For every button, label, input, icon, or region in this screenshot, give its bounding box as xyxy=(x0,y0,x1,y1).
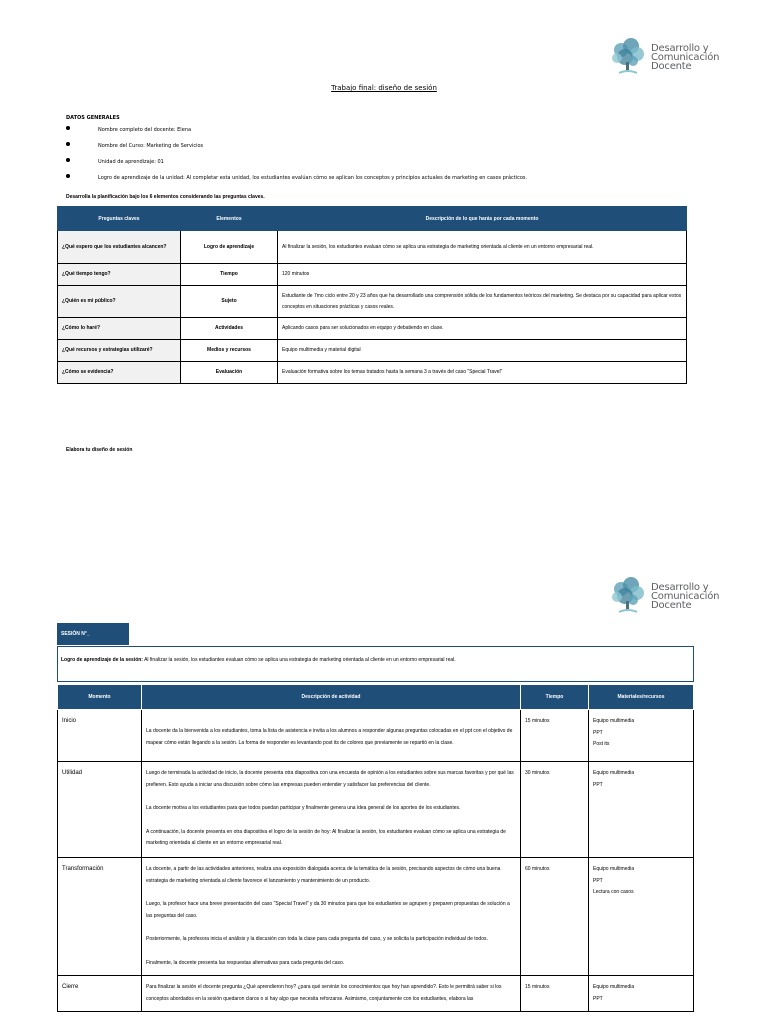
table-row xyxy=(58,362,687,384)
logo-line-1: Desarrollo y xyxy=(651,42,709,54)
key-question: ¿Qué recursos y estrategias utilizaré? xyxy=(58,340,181,362)
moment-name: Transformación xyxy=(58,858,142,976)
moment-name: Inicio xyxy=(58,710,142,762)
tree-logo-icon xyxy=(607,36,649,78)
general-data-heading: DATOS GENERALES xyxy=(66,115,120,121)
goal-text: Al finalizar la sesión, los estudiantes evaluan cómo se aplica una estrategia de marketing orientada al cliente en un entorno empresarial real. xyxy=(142,657,456,663)
column-header: Descripción de lo que harás por cada momento xyxy=(278,207,687,231)
table-row xyxy=(58,710,694,762)
element-name: Logro de aprendizaje xyxy=(181,231,278,264)
table-row xyxy=(58,762,694,858)
element-description: 120 minutos xyxy=(278,264,687,286)
activity-description: La docente, a partir de las actividades anteriores, realiza una exposición dialogada acerca de la temática de la sesión, precisando aspectos de cómo una buena estrategia de marketing orientada al cliente favorece el lanzamiento y mantenimiento de un producto. Luego, la profesor hace una breve presentación del caso "Special Travel" y da 30 minutos para que los estudiantes se agrupen y preparen propuestas de solución a las preguntas del caso. Posteriormente, la profesora inicia el análisis y la discusión con toda la clase para cada pregunta del caso, y se solicita la participación individual de todos. Finalmente, la docente presenta las respuestas alternativas para cada pregunta del caso. xyxy=(142,858,521,976)
element-name: Evaluación xyxy=(181,362,278,384)
element-description: Al finalizar la sesión, los estudiantes evaluan cómo se aplica una estrategia de marketing orientada al cliente en un entorno empresarial real. xyxy=(278,231,687,264)
section-heading: Elabora tu diseño de sesión xyxy=(66,447,133,453)
activity-time: 60 minutos xyxy=(521,858,589,976)
table-row xyxy=(58,318,687,340)
key-question: ¿Qué espero que los estudiantes alcancen? xyxy=(58,231,181,264)
element-name: Tiempo xyxy=(181,264,278,286)
key-question: ¿Quién es mi público? xyxy=(58,286,181,318)
key-question: ¿Cómo lo haré? xyxy=(58,318,181,340)
bullet-icon xyxy=(66,142,70,146)
logo-line-1: Desarrollo y xyxy=(651,581,709,593)
key-question: ¿Qué tiempo tengo? xyxy=(58,264,181,286)
session-table xyxy=(57,684,694,1012)
instruction-text: Desarrolla la planificación bajo los 6 elementos considerando las preguntas claves. xyxy=(66,194,265,200)
session-number-tab: SESIÓN N°_ xyxy=(57,623,129,645)
column-header: Elementos xyxy=(181,207,278,231)
element-name: Sujeto xyxy=(181,286,278,318)
session-learning-goal xyxy=(57,646,694,682)
logo-line-3: Docente xyxy=(651,60,692,72)
activity-description: Para finalizar la sesión el docente pregunta ¿Qué aprendieron hoy? ¿para qué servirán los conocimientos que hoy han aprendido?. Esto le permitirá saber si los conceptos abordados en la sesión quedaron claros o si hay algo que necesita reforzarse. Asimismo, conjuntamente con los estudiantes, elabora las xyxy=(142,976,521,1012)
activity-materials: Equipo multimedia PPT Post its xyxy=(589,710,694,762)
table-row xyxy=(58,340,687,362)
activity-materials: Equipo multimedia PPT xyxy=(589,976,694,1012)
activity-time: 30 minutos xyxy=(521,762,589,858)
moment-name: Utilidad xyxy=(58,762,142,858)
element-description: Evaluación formativa sobre los temas tratados hasta la semana 3 a través del caso "Special Travel" xyxy=(278,362,687,384)
logo-line-2: Comunicación xyxy=(651,51,720,63)
goal-label: Logro de aprendizaje de la sesión: xyxy=(61,657,143,663)
table-row xyxy=(58,231,687,264)
bullet-icon xyxy=(66,126,70,130)
element-description: Estudiante de 7mo ciclo entre 20 y 23 años que ha desarrollado una comprensión sólida de los fundamentos teóricos del marketing. Se destaca por su capacidad para aplicar estos conceptos en situaciones prácticas y casos reales. xyxy=(278,286,687,318)
activity-materials: Equipo multimedia PPT xyxy=(589,762,694,858)
table-row xyxy=(58,976,694,1012)
column-header: Preguntas claves xyxy=(58,207,181,231)
column-header: Momento xyxy=(58,685,142,710)
key-question: ¿Cómo se evidencia? xyxy=(58,362,181,384)
table-row xyxy=(58,264,687,286)
moment-name: Cierre xyxy=(58,976,142,1012)
activity-description: Luego de terminada la actividad de inicio, la docente presenta otra diapositiva con una encuesta de opinión a los estudiantes sobre sus marcas favoritas y por qué las prefieren. Esto ayuda a iniciar una discusión sobre cómo las empresas pueden entender y satisfacer las preferencias del cliente. La docente motiva a los estudiantes para que todos puedan participar y finalmente genera una idea general de los aportes de los estudiantes. A continuación, la docente presenta en otra diapositiva el logro de la sesión de hoy: Al finalizar la sesión, los estudiantes evaluan cómo se aplica una estrategia de marketing orientada al cliente en un entorno empresarial real. xyxy=(142,762,521,858)
element-description: Equipo multimedia y material digital xyxy=(278,340,687,362)
planning-table xyxy=(57,206,687,384)
element-name: Actividades xyxy=(181,318,278,340)
element-name: Medios y recursos xyxy=(181,340,278,362)
column-header: Tiempo xyxy=(521,685,589,710)
activity-description: La docente da la bienvenida a los estudiantes, toma la lista de asistencia e invita a los alumnos a responder algunas preguntas colocadas en el ppt con el objetivo de mapear cómo están llegando a la sesión. La forma de responder es levantando post its de colores que previamente se repartió en la clase. xyxy=(142,710,521,762)
element-description: Aplicando casos para ser solucionados en equipo y debatiendo en clase. xyxy=(278,318,687,340)
column-header: Descripción de actividad xyxy=(142,685,521,710)
activity-time: 15 minutos xyxy=(521,710,589,762)
activity-materials: Equipo multimedia PPT Lectura con casos xyxy=(589,858,694,976)
table-row xyxy=(58,286,687,318)
bullet-icon xyxy=(66,174,70,178)
bullet-icon xyxy=(66,158,70,162)
logo-line-3: Docente xyxy=(651,599,692,611)
table-row xyxy=(58,858,694,976)
brand-logo xyxy=(607,36,719,78)
column-header: Materiales/recursos xyxy=(589,685,694,710)
logo-line-2: Comunicación xyxy=(651,590,720,602)
activity-time: 15 minutos xyxy=(521,976,589,1012)
tree-logo-icon xyxy=(607,575,649,617)
document-title: Trabajo final: diseño de sesión xyxy=(331,84,437,92)
brand-logo xyxy=(607,575,719,617)
